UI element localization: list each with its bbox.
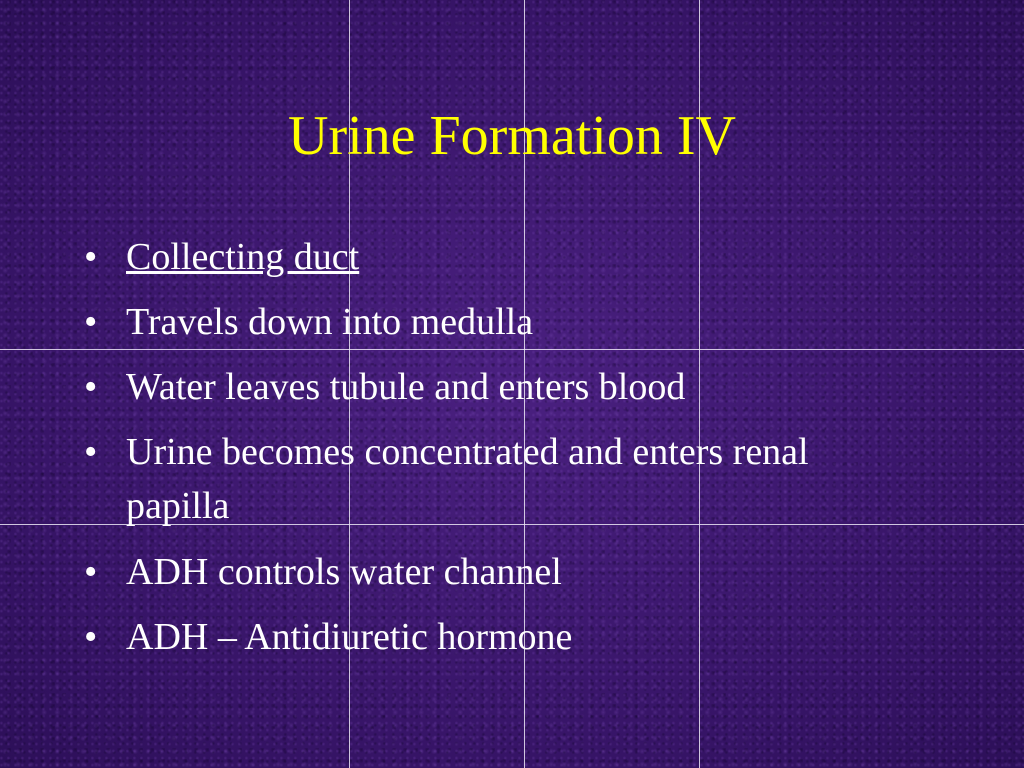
bullet-text: Urine becomes concentrated and enters renal papilla <box>126 431 809 527</box>
bullet-item <box>84 425 856 533</box>
bullet-item <box>84 610 884 664</box>
bullet-marker: • <box>84 366 98 408</box>
bullet-item <box>84 230 884 284</box>
bullet-text: ADH – Antidiuretic hormone <box>126 616 573 658</box>
bullet-marker: • <box>84 431 98 473</box>
bullet-marker: • <box>84 551 98 593</box>
bullet-text: Travels down into medulla <box>126 301 534 343</box>
bullet-marker: • <box>84 236 98 278</box>
bullet-text: ADH controls water channel <box>126 551 562 593</box>
bullet-marker: • <box>84 301 98 343</box>
bullet-marker: • <box>84 616 98 658</box>
bullet-item <box>84 545 884 599</box>
bullet-item <box>84 295 884 349</box>
bullet-text: Collecting duct <box>126 236 360 278</box>
bullet-item <box>84 360 884 414</box>
bullet-text: Water leaves tubule and enters blood <box>126 366 686 408</box>
bullet-list <box>84 230 884 675</box>
slide-title: Urine Formation IV <box>288 105 736 167</box>
